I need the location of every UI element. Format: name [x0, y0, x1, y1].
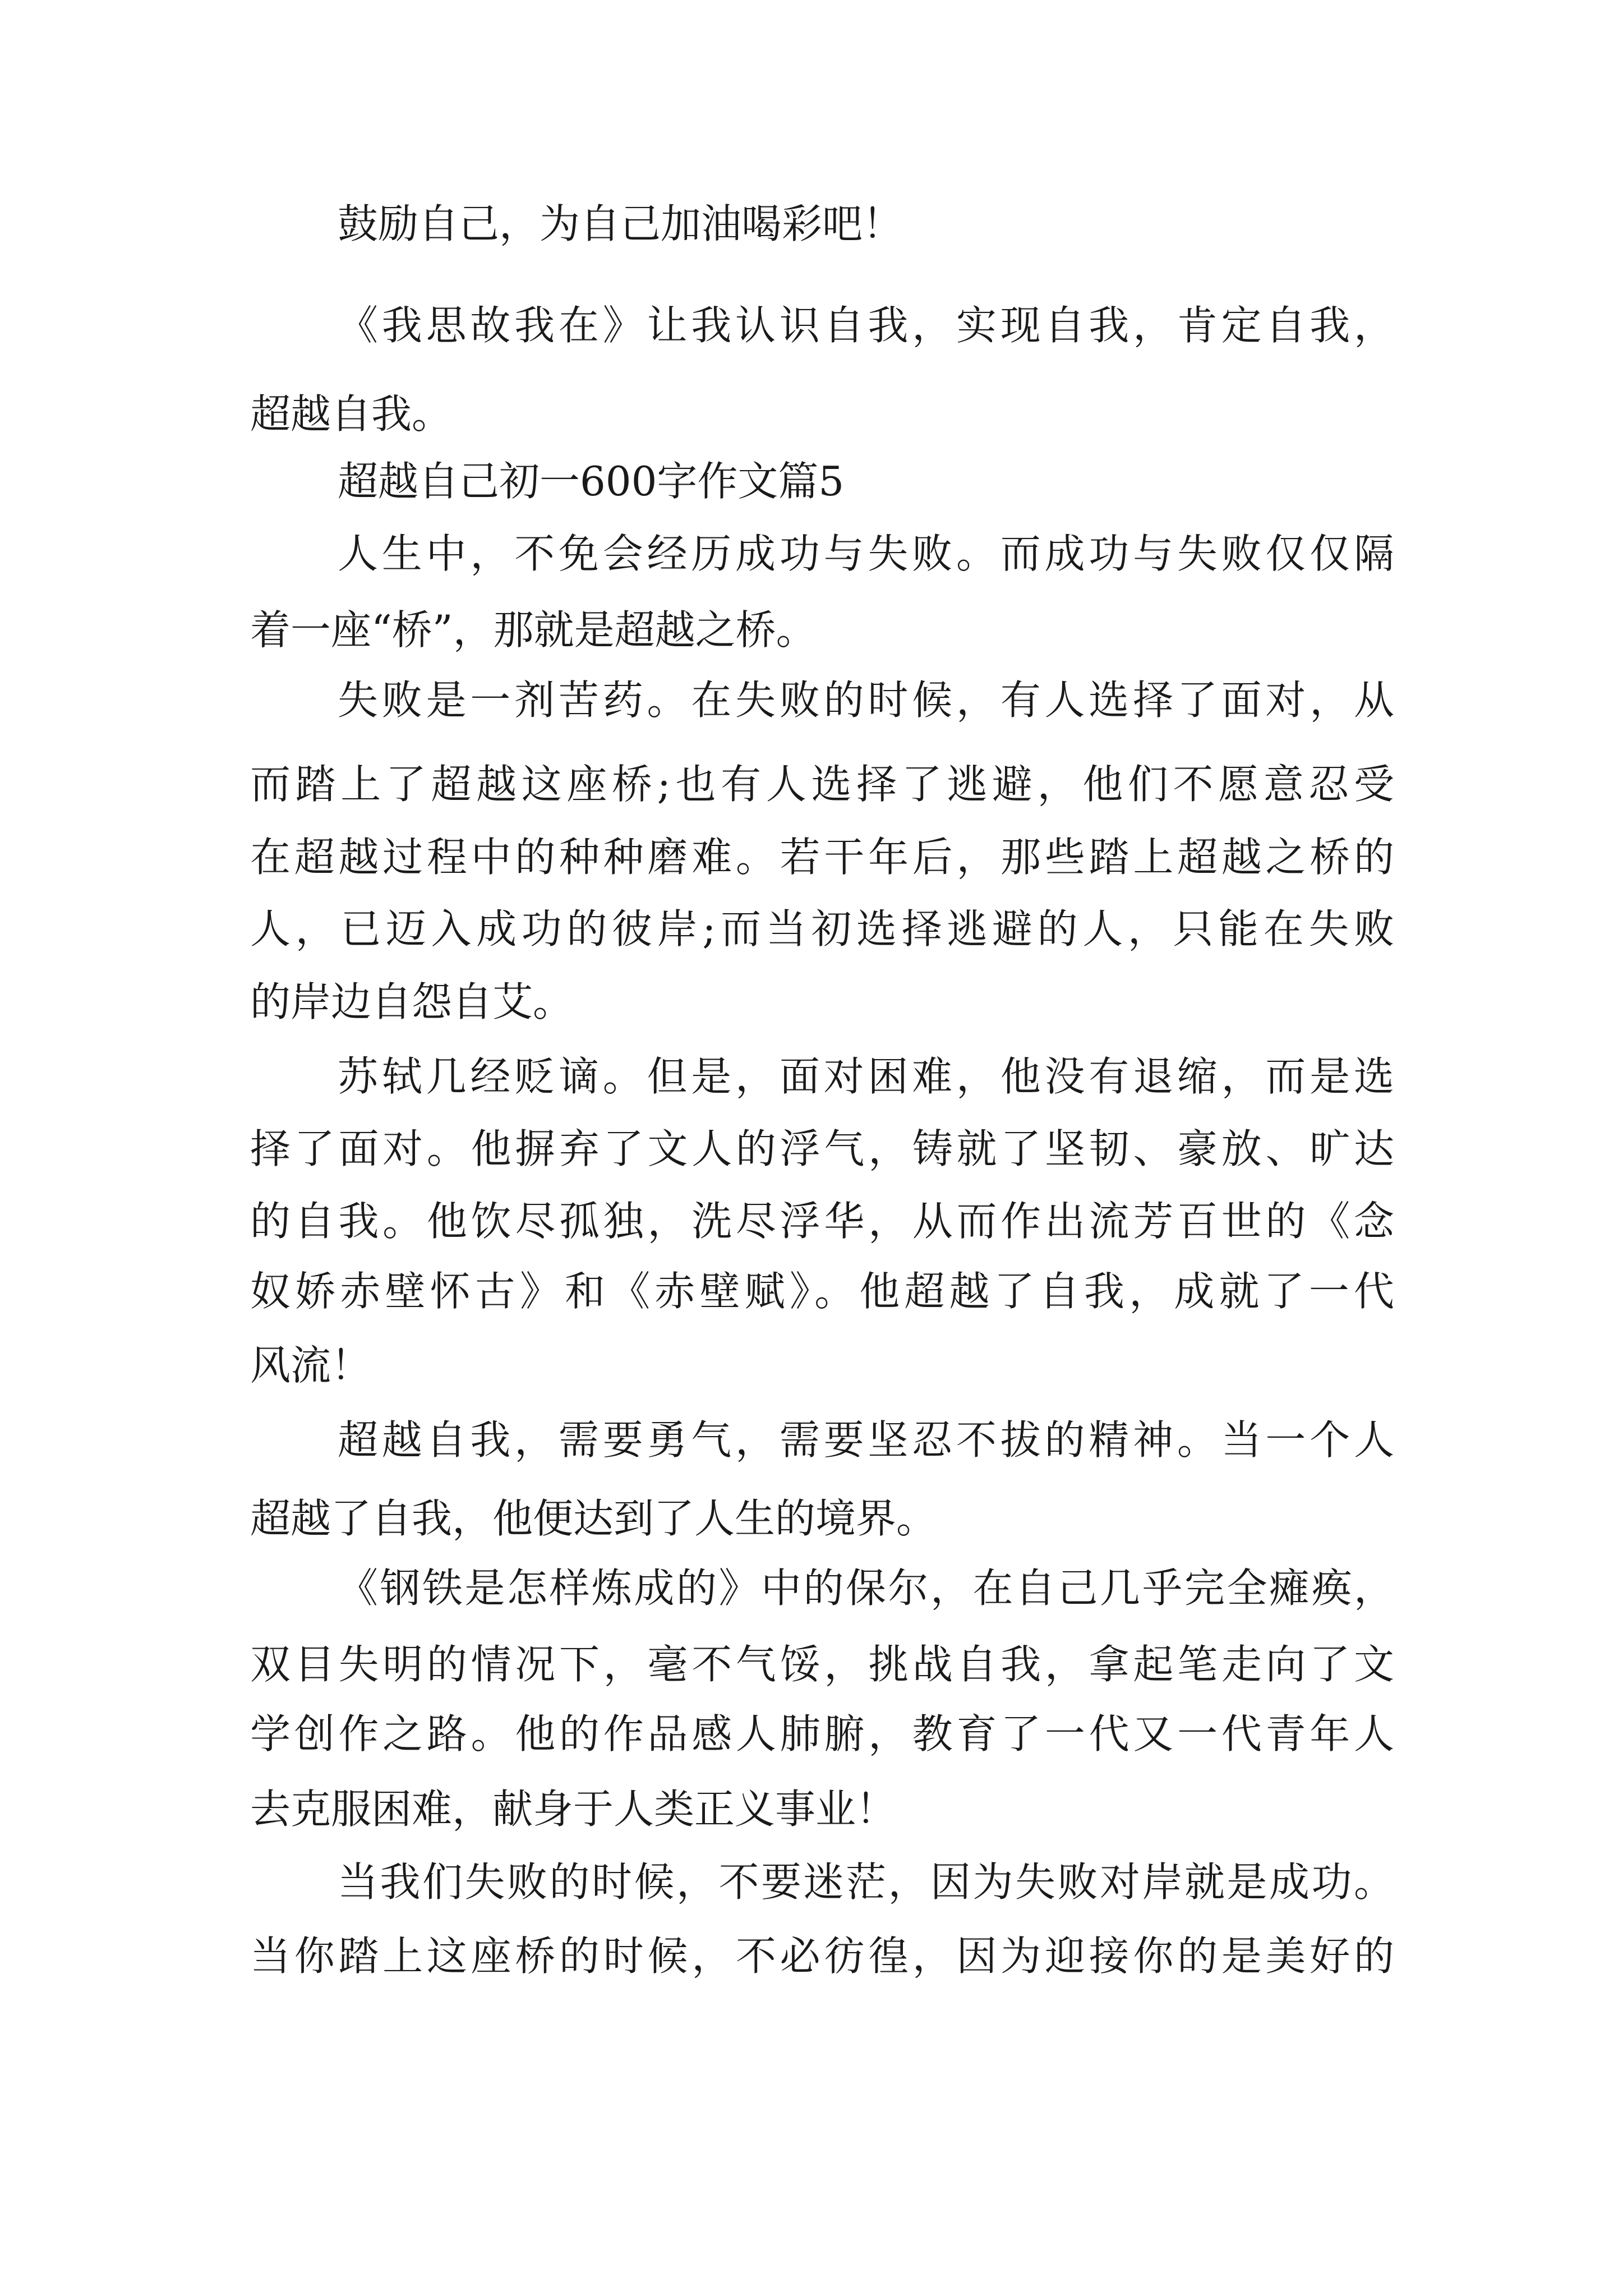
paragraph-line: 超越自我。 [250, 390, 453, 438]
paragraph-line: 学创作之路。他的作品感人肺腑，教育了一代又一代青年人 [250, 1710, 1394, 1757]
paragraph-line: 去克服困难，献身于人类正义事业！ [250, 1786, 897, 1833]
paragraph-line: 双目失明的情况下，毫不气馁，挑战自我，拿起笔走向了文 [250, 1641, 1394, 1688]
paragraph-line: 而踏上了超越这座桥;也有人选择了逃避，他们不愿意忍受 [250, 761, 1394, 808]
paragraph-line: 奴娇赤壁怀古》和《赤壁赋》。他超越了自我，成就了一代 [250, 1268, 1394, 1315]
paragraph-line: 《我思故我在》让我认识自我，实现自我，肯定自我， [338, 302, 1394, 349]
paragraph-line: 超越了自我，他便达到了人生的境界。 [250, 1495, 937, 1542]
paragraph-line: 人，已迈入成功的彼岸;而当初选择逃避的人，只能在失败 [250, 905, 1394, 953]
paragraph-line: 风流！ [250, 1342, 372, 1389]
paragraph-line: 在超越过程中的种种磨难。若干年后，那些踏上超越之桥的 [250, 834, 1394, 881]
paragraph-line: 人生中，不免会经历成功与失败。而成功与失败仅仅隔 [338, 530, 1394, 577]
paragraph-line: 鼓励自己，为自己加油喝彩吧！ [338, 200, 903, 247]
paragraph-line: 《钢铁是怎样炼成的》中的保尔，在自己几乎完全瘫痪， [338, 1565, 1394, 1612]
paragraph-line: 当你踏上这座桥的时候，不必彷徨，因为迎接你的是美好的 [250, 1932, 1394, 1980]
paragraph-line: 的岸边自怨自艾。 [250, 978, 574, 1025]
paragraph-line: 失败是一剂苦药。在失败的时候，有人选择了面对，从 [338, 677, 1394, 724]
paragraph-line: 着一座“桥”，那就是超越之桥。 [250, 606, 817, 654]
paragraph-line: 择了面对。他摒弃了文人的浮气，铸就了坚韧、豪放、旷达 [250, 1125, 1394, 1172]
paragraph-line: 当我们失败的时候，不要迷茫，因为失败对岸就是成功。 [338, 1858, 1394, 1906]
paragraph-line: 的自我。他饮尽孤独，洗尽浮华，从而作出流芳百世的《念 [250, 1198, 1394, 1245]
paragraph-line: 苏轼几经贬谪。但是，面对困难，他没有退缩，而是选 [338, 1053, 1394, 1100]
section-heading: 超越自己初一600字作文篇5 [338, 458, 845, 505]
paragraph-line: 超越自我，需要勇气，需要坚忍不拔的精神。当一个人 [338, 1416, 1394, 1464]
